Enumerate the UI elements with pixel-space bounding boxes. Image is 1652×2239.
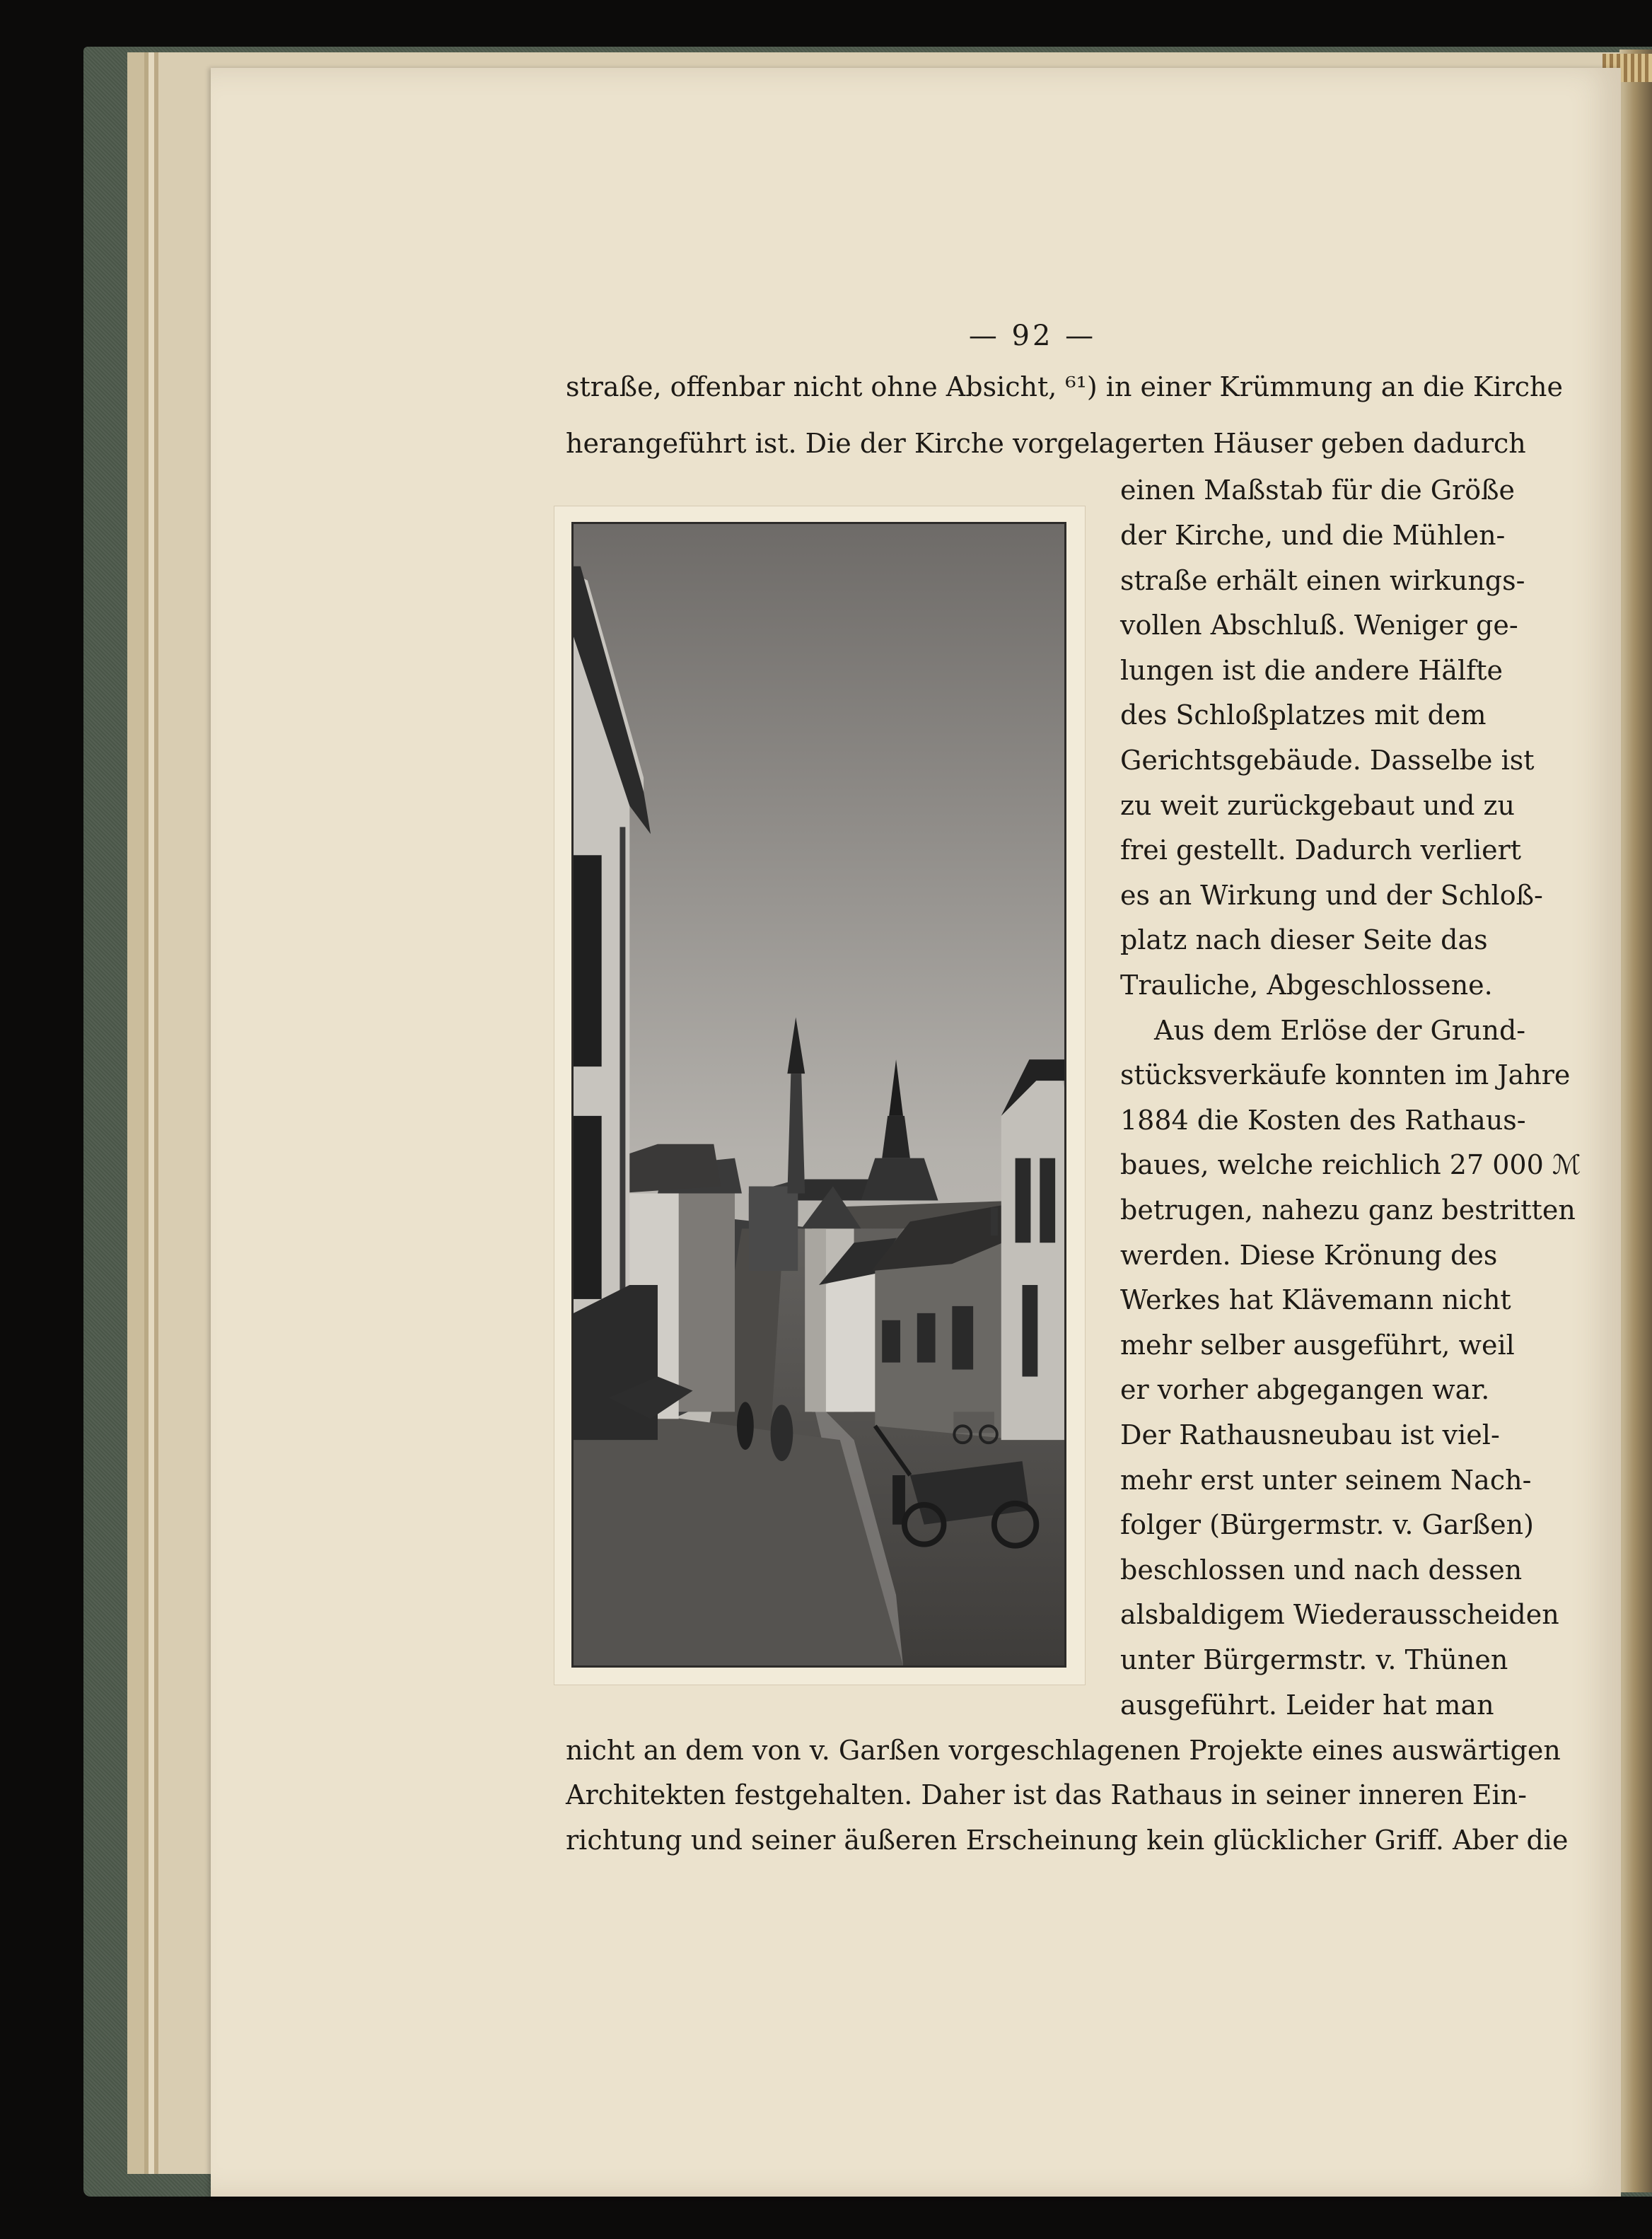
column-line: folger (Bürgermstr. v. Garßen) xyxy=(1120,1509,1534,1540)
column-line: stücksverkäufe konnten im Jahre xyxy=(1120,1059,1571,1091)
column-line: einen Maßstab für die Größe xyxy=(1120,475,1516,506)
column-line: platz nach dieser Seite das xyxy=(1120,924,1488,955)
column-line: 1884 die Kosten des Rathaus- xyxy=(1120,1105,1526,1136)
paragraph-start-line: Aus dem Erlöse der Grund- xyxy=(1154,1015,1526,1046)
column-line: baues, welche reichlich 27 000 ℳ xyxy=(1120,1149,1581,1180)
body-line: Architekten festgehalten. Daher ist das Rathaus in seiner inneren Ein- xyxy=(566,1779,1527,1810)
column-line: alsbaldigem Wiederausscheiden xyxy=(1120,1599,1559,1630)
column-line: unter Bürgermstr. v. Thünen xyxy=(1120,1644,1508,1675)
column-line: Gerichtsgebäude. Dasselbe ist xyxy=(1120,745,1535,776)
column-line: mehr selber ausgeführt, weil xyxy=(1120,1330,1515,1361)
column-line: Der Rathausneubau ist viel- xyxy=(1120,1419,1500,1450)
column-line: der Kirche, und die Mühlen- xyxy=(1120,520,1506,551)
book-gutter xyxy=(1619,50,1652,2192)
body-line: nicht an dem von v. Garßen vorgeschlagenen Projekte eines auswärtigen xyxy=(566,1735,1561,1766)
street-photograph xyxy=(571,522,1066,1668)
column-line: Werkes hat Klävemann nicht xyxy=(1120,1284,1511,1315)
column-line: vollen Abschluß. Weniger ge- xyxy=(1120,610,1518,641)
body-line: herangeführt ist. Die der Kirche vorgelagerten Häuser geben dadurch xyxy=(566,428,1526,459)
street-scene-illustration xyxy=(574,524,1064,1665)
column-line: des Schloßplatzes mit dem xyxy=(1120,699,1487,731)
page-number: — 92 — xyxy=(968,320,1097,352)
column-line: Trauliche, Abgeschlossene. xyxy=(1120,970,1493,1001)
column-line: er vorher abgegangen war. xyxy=(1120,1374,1490,1405)
column-line: lungen ist die andere Hälfte xyxy=(1120,655,1503,686)
column-line: werden. Diese Krönung des xyxy=(1120,1240,1498,1271)
column-line: mehr erst unter seinem Nach- xyxy=(1120,1465,1532,1496)
column-line: straße erhält einen wirkungs- xyxy=(1120,565,1525,596)
column-line: frei gestellt. Dadurch verliert xyxy=(1120,834,1522,866)
column-line: betrugen, nahezu ganz bestritten xyxy=(1120,1194,1576,1226)
body-line: straße, offenbar nicht ohne Absicht, ⁶¹) in einer Krümmung an die Kirche xyxy=(566,371,1563,402)
body-line: richtung und seiner äußeren Erscheinung kein glücklicher Griff. Aber die xyxy=(566,1825,1569,1856)
column-line: zu weit zurückgebaut und zu xyxy=(1120,790,1515,821)
column-line: ausgeführt. Leider hat man xyxy=(1120,1690,1494,1721)
column-line: es an Wirkung und der Schloß- xyxy=(1120,880,1543,911)
column-line: beschlossen und nach dessen xyxy=(1120,1554,1523,1586)
